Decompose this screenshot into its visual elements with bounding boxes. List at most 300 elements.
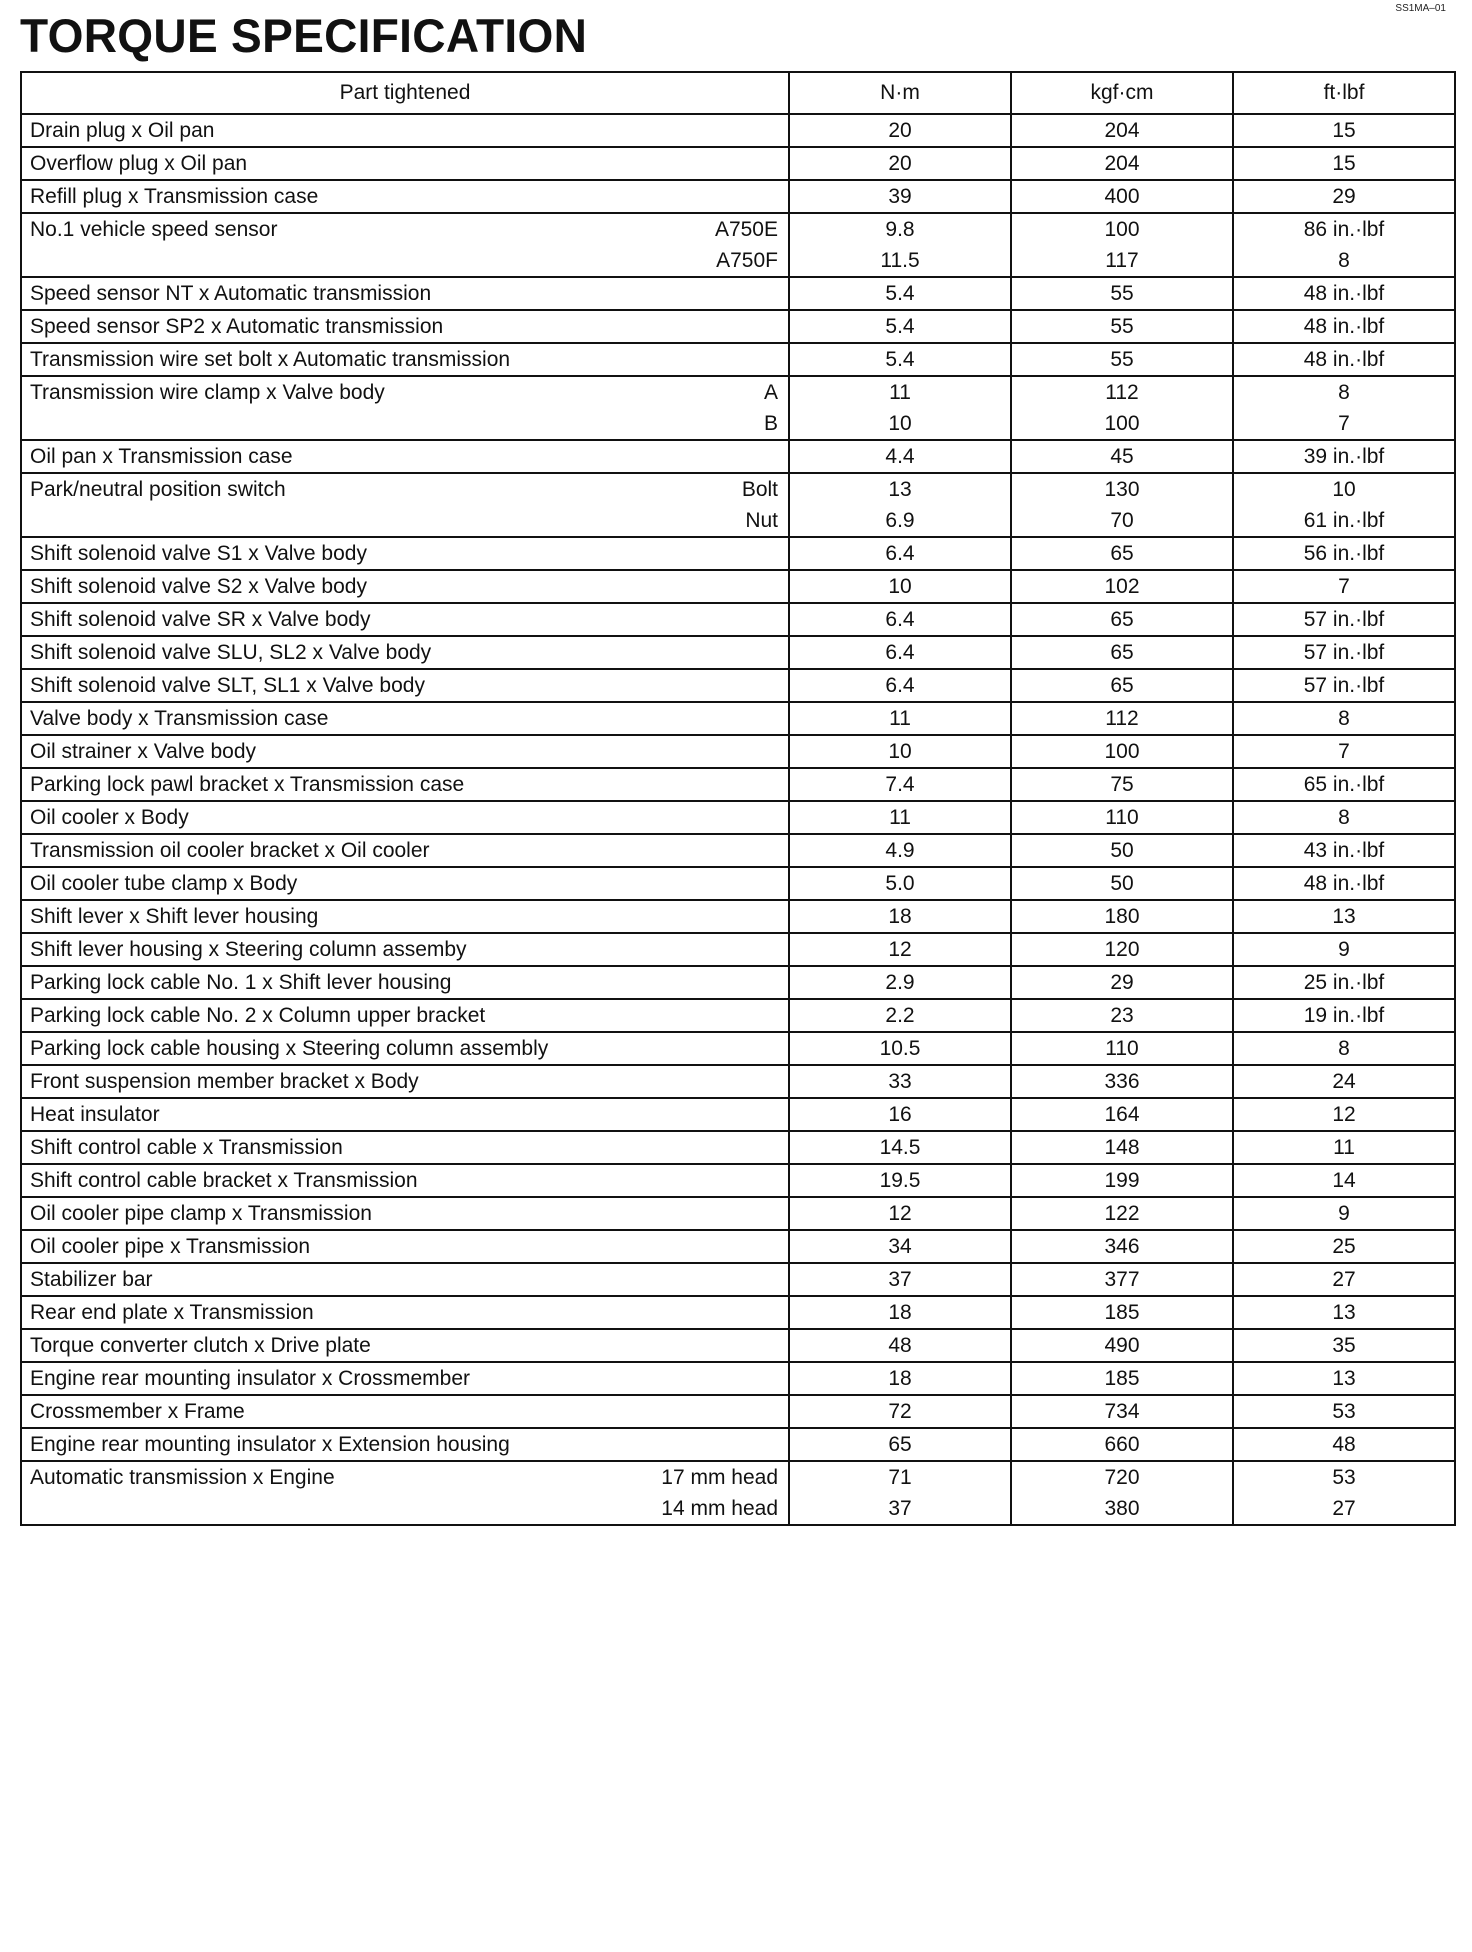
value-nm-cell xyxy=(789,1395,1011,1428)
value-ft-lbf: 8 xyxy=(1338,707,1350,730)
part-line xyxy=(22,1198,788,1229)
table-row xyxy=(21,801,1455,834)
value-kgf-cm-cell xyxy=(1011,473,1233,537)
value-nm: 11 xyxy=(889,806,911,829)
part-cell xyxy=(21,537,789,570)
value-nm: 5.0 xyxy=(885,872,915,895)
value-nm-cell xyxy=(789,180,1011,213)
value-ft-lbf: 86 in.·lbf xyxy=(1303,218,1385,241)
value-nm: 11 xyxy=(889,381,911,404)
page-title: TORQUE SPECIFICATION xyxy=(20,9,588,62)
part-cell xyxy=(21,147,789,180)
part-line xyxy=(22,278,788,309)
value-kgf-cm-cell xyxy=(1011,834,1233,867)
part-variant: 14 mm head xyxy=(661,1497,778,1520)
value-kgf-cm-cell xyxy=(1011,537,1233,570)
part-line xyxy=(22,1297,788,1328)
part-name: Shift solenoid valve SR x Valve body xyxy=(30,608,371,631)
value-nm-cell xyxy=(789,440,1011,473)
part-line xyxy=(22,637,788,668)
part-line xyxy=(22,441,788,472)
part-line xyxy=(22,736,788,767)
table-row xyxy=(21,343,1455,376)
value-ft-lbf-cell xyxy=(1233,310,1455,343)
value-ft-lbf-cell xyxy=(1233,1395,1455,1428)
value-ft-lbf: 29 xyxy=(1332,185,1356,208)
part-name: Stabilizer bar xyxy=(30,1268,153,1291)
value-ft-lbf: 12 xyxy=(1332,1103,1356,1126)
value-kgf-cm-cell xyxy=(1011,1164,1233,1197)
value-kgf-cm: 336 xyxy=(1104,1070,1140,1093)
value-kgf-cm: 204 xyxy=(1104,152,1140,175)
table-row xyxy=(21,1329,1455,1362)
value-nm-cell xyxy=(789,277,1011,310)
value-ft-lbf: 53 xyxy=(1332,1466,1356,1489)
part-name: Drain plug x Oil pan xyxy=(30,119,215,142)
header-ft-lbf: ft·lbf xyxy=(1233,72,1455,114)
value-nm-cell xyxy=(789,1329,1011,1362)
value-ft-lbf-cell xyxy=(1233,570,1455,603)
value-kgf-cm: 185 xyxy=(1104,1301,1140,1324)
value-kgf-cm-cell xyxy=(1011,277,1233,310)
part-line xyxy=(22,670,788,701)
part-cell xyxy=(21,801,789,834)
part-line xyxy=(22,835,788,866)
table-row xyxy=(21,147,1455,180)
table-row xyxy=(21,1197,1455,1230)
value-ft-lbf-cell xyxy=(1233,636,1455,669)
part-cell xyxy=(21,1329,789,1362)
part-line xyxy=(22,538,788,569)
value-nm-cell xyxy=(789,669,1011,702)
value-nm: 20 xyxy=(888,119,912,142)
table-row xyxy=(21,966,1455,999)
table-row xyxy=(21,867,1455,900)
value-nm-cell xyxy=(789,473,1011,537)
value-ft-lbf: 19 in.·lbf xyxy=(1303,1004,1385,1027)
value-kgf-cm-cell xyxy=(1011,768,1233,801)
value-nm-cell xyxy=(789,1197,1011,1230)
value-ft-lbf-cell xyxy=(1233,1263,1455,1296)
value-kgf-cm-cell xyxy=(1011,1230,1233,1263)
value-nm-cell xyxy=(789,1230,1011,1263)
torque-spec-table xyxy=(20,71,1456,1526)
value-nm: 13 xyxy=(888,478,912,501)
part-cell xyxy=(21,310,789,343)
value-nm-cell xyxy=(789,834,1011,867)
part-cell xyxy=(21,114,789,147)
value-kgf-cm: 720 xyxy=(1104,1466,1140,1489)
value-nm-cell xyxy=(789,310,1011,343)
value-ft-lbf-cell xyxy=(1233,180,1455,213)
value-nm: 6.4 xyxy=(885,542,915,565)
part-name: Valve body x Transmission case xyxy=(30,707,329,730)
value-kgf-cm-cell xyxy=(1011,1131,1233,1164)
part-cell xyxy=(21,1032,789,1065)
table-row xyxy=(21,834,1455,867)
value-ft-lbf: 53 xyxy=(1332,1400,1356,1423)
value-kgf-cm: 120 xyxy=(1104,938,1140,961)
part-cell xyxy=(21,213,789,277)
value-kgf-cm-cell xyxy=(1011,603,1233,636)
value-nm: 10 xyxy=(888,412,912,435)
part-name: Speed sensor NT x Automatic transmission xyxy=(30,282,432,305)
part-name: Shift solenoid valve SLT, SL1 x Valve body xyxy=(30,674,425,697)
part-name: Parking lock pawl bracket x Transmission case xyxy=(30,773,465,796)
table-row xyxy=(21,1032,1455,1065)
value-nm: 37 xyxy=(888,1268,912,1291)
value-kgf-cm-cell xyxy=(1011,114,1233,147)
part-name: Shift solenoid valve S2 x Valve body xyxy=(30,575,367,598)
value-kgf-cm: 50 xyxy=(1110,839,1134,862)
part-line xyxy=(22,245,788,276)
part-line xyxy=(22,1363,788,1394)
value-ft-lbf-cell xyxy=(1233,1065,1455,1098)
value-ft-lbf: 57 in.·lbf xyxy=(1303,608,1385,631)
value-kgf-cm: 346 xyxy=(1104,1235,1140,1258)
value-nm-cell xyxy=(789,1032,1011,1065)
value-kgf-cm-cell xyxy=(1011,180,1233,213)
value-kgf-cm: 110 xyxy=(1105,1037,1139,1060)
value-ft-lbf-cell xyxy=(1233,603,1455,636)
part-line xyxy=(22,408,788,439)
value-ft-lbf: 48 in.·lbf xyxy=(1303,872,1385,895)
value-kgf-cm-cell xyxy=(1011,999,1233,1032)
value-nm: 34 xyxy=(888,1235,912,1258)
value-nm-cell xyxy=(789,735,1011,768)
value-ft-lbf-cell xyxy=(1233,1461,1455,1525)
value-nm: 10 xyxy=(888,740,912,763)
part-name: Shift solenoid valve SLU, SL2 x Valve body xyxy=(30,641,432,664)
part-line xyxy=(22,1132,788,1163)
value-nm-cell xyxy=(789,1098,1011,1131)
value-ft-lbf-cell xyxy=(1233,735,1455,768)
table-row xyxy=(21,900,1455,933)
value-kgf-cm-cell xyxy=(1011,1329,1233,1362)
value-kgf-cm: 65 xyxy=(1110,608,1134,631)
document-code: SS1MA–01 xyxy=(1395,3,1446,14)
part-cell xyxy=(21,180,789,213)
value-nm: 33 xyxy=(888,1070,912,1093)
part-name: Park/neutral position switch xyxy=(30,478,286,501)
value-kgf-cm-cell xyxy=(1011,801,1233,834)
value-nm: 9.8 xyxy=(885,218,915,241)
value-ft-lbf-cell xyxy=(1233,1230,1455,1263)
part-cell xyxy=(21,1461,789,1525)
value-ft-lbf-cell xyxy=(1233,966,1455,999)
part-name: Oil pan x Transmission case xyxy=(30,445,293,468)
value-kgf-cm: 734 xyxy=(1104,1400,1140,1423)
value-ft-lbf: 57 in.·lbf xyxy=(1303,641,1385,664)
table-row xyxy=(21,768,1455,801)
part-line xyxy=(22,474,788,505)
value-ft-lbf-cell xyxy=(1233,834,1455,867)
value-kgf-cm-cell xyxy=(1011,867,1233,900)
table-row xyxy=(21,636,1455,669)
part-line xyxy=(22,344,788,375)
value-kgf-cm-cell xyxy=(1011,900,1233,933)
table-row xyxy=(21,735,1455,768)
value-nm: 72 xyxy=(888,1400,912,1423)
value-kgf-cm-cell xyxy=(1011,1098,1233,1131)
value-kgf-cm-cell xyxy=(1011,440,1233,473)
value-ft-lbf-cell xyxy=(1233,801,1455,834)
value-ft-lbf-cell xyxy=(1233,147,1455,180)
part-name: Automatic transmission x Engine xyxy=(30,1466,335,1489)
value-nm: 6.4 xyxy=(885,674,915,697)
table-body xyxy=(21,114,1455,1525)
table-row xyxy=(21,1065,1455,1098)
value-ft-lbf: 7 xyxy=(1338,740,1350,763)
part-line xyxy=(22,868,788,899)
value-kgf-cm-cell xyxy=(1011,310,1233,343)
value-ft-lbf: 13 xyxy=(1332,905,1356,928)
part-name: Front suspension member bracket x Body xyxy=(30,1070,419,1093)
value-nm-cell xyxy=(789,636,1011,669)
value-ft-lbf: 48 in.·lbf xyxy=(1303,348,1385,371)
part-cell xyxy=(21,1263,789,1296)
value-kgf-cm-cell xyxy=(1011,1032,1233,1065)
value-nm: 6.4 xyxy=(885,608,915,631)
value-ft-lbf: 8 xyxy=(1338,1037,1350,1060)
value-ft-lbf-cell xyxy=(1233,1032,1455,1065)
table-header-row xyxy=(21,72,1455,114)
value-nm: 18 xyxy=(888,1301,912,1324)
part-name: Oil cooler pipe x Transmission xyxy=(30,1235,311,1258)
value-kgf-cm: 50 xyxy=(1110,872,1134,895)
part-line xyxy=(22,1099,788,1130)
part-line xyxy=(22,1330,788,1361)
table-row xyxy=(21,310,1455,343)
value-kgf-cm: 490 xyxy=(1104,1334,1140,1357)
value-nm: 6.4 xyxy=(885,641,915,664)
value-nm-cell xyxy=(789,801,1011,834)
value-nm: 12 xyxy=(888,938,912,961)
table-row xyxy=(21,114,1455,147)
value-ft-lbf-cell xyxy=(1233,1329,1455,1362)
part-name: Transmission oil cooler bracket x Oil cooler xyxy=(30,839,430,862)
part-name: Shift lever x Shift lever housing xyxy=(30,905,319,928)
part-name: Oil cooler tube clamp x Body xyxy=(30,872,298,895)
table-row xyxy=(21,1296,1455,1329)
table-row xyxy=(21,603,1455,636)
part-line xyxy=(22,1493,788,1524)
part-variant: A750E xyxy=(714,218,778,241)
value-ft-lbf: 27 xyxy=(1332,1497,1356,1520)
table-row xyxy=(21,669,1455,702)
value-kgf-cm: 122 xyxy=(1104,1202,1140,1225)
value-nm: 2.9 xyxy=(885,971,915,994)
table-row xyxy=(21,277,1455,310)
value-nm-cell xyxy=(789,1428,1011,1461)
value-ft-lbf: 15 xyxy=(1332,152,1356,175)
value-nm-cell xyxy=(789,603,1011,636)
value-ft-lbf: 13 xyxy=(1332,1367,1356,1390)
value-kgf-cm: 112 xyxy=(1105,707,1139,730)
part-cell xyxy=(21,343,789,376)
part-name: Engine rear mounting insulator x Crossmember xyxy=(30,1367,471,1390)
value-kgf-cm-cell xyxy=(1011,1263,1233,1296)
value-ft-lbf: 48 in.·lbf xyxy=(1303,315,1385,338)
part-name: Oil cooler pipe clamp x Transmission xyxy=(30,1202,372,1225)
part-name: Refill plug x Transmission case xyxy=(30,185,319,208)
value-kgf-cm: 380 xyxy=(1104,1497,1140,1520)
value-kgf-cm: 164 xyxy=(1104,1103,1140,1126)
value-ft-lbf: 48 in.·lbf xyxy=(1303,282,1385,305)
table-row xyxy=(21,180,1455,213)
value-ft-lbf-cell xyxy=(1233,768,1455,801)
part-line xyxy=(22,115,788,146)
part-variant: A xyxy=(763,381,778,404)
part-name: Transmission wire clamp x Valve body xyxy=(30,381,385,404)
value-kgf-cm: 148 xyxy=(1104,1136,1140,1159)
value-nm-cell xyxy=(789,537,1011,570)
part-line xyxy=(22,1462,788,1493)
value-nm: 37 xyxy=(888,1497,912,1520)
value-ft-lbf: 48 xyxy=(1332,1433,1356,1456)
value-ft-lbf-cell xyxy=(1233,1098,1455,1131)
part-name: Shift lever housing x Steering column assemby xyxy=(30,938,467,961)
value-kgf-cm-cell xyxy=(1011,702,1233,735)
value-kgf-cm: 199 xyxy=(1104,1169,1140,1192)
value-kgf-cm: 185 xyxy=(1104,1367,1140,1390)
part-line xyxy=(22,571,788,602)
value-kgf-cm-cell xyxy=(1011,669,1233,702)
value-kgf-cm: 55 xyxy=(1110,282,1134,305)
value-nm-cell xyxy=(789,933,1011,966)
value-nm-cell xyxy=(789,213,1011,277)
value-nm-cell xyxy=(789,570,1011,603)
value-ft-lbf: 65 in.·lbf xyxy=(1303,773,1385,796)
part-cell xyxy=(21,1395,789,1428)
value-kgf-cm-cell xyxy=(1011,966,1233,999)
value-nm: 48 xyxy=(888,1334,912,1357)
value-nm: 65 xyxy=(888,1433,912,1456)
table-row xyxy=(21,933,1455,966)
value-ft-lbf: 27 xyxy=(1332,1268,1356,1291)
part-line xyxy=(22,1000,788,1031)
value-kgf-cm: 45 xyxy=(1110,445,1134,468)
part-line xyxy=(22,769,788,800)
value-nm-cell xyxy=(789,343,1011,376)
value-kgf-cm: 65 xyxy=(1110,641,1134,664)
part-cell xyxy=(21,376,789,440)
value-nm-cell xyxy=(789,1461,1011,1525)
part-name: Parking lock cable No. 1 x Shift lever housing xyxy=(30,971,452,994)
part-line xyxy=(22,1429,788,1460)
part-name: Oil cooler x Body xyxy=(30,806,189,829)
value-nm-cell xyxy=(789,900,1011,933)
value-ft-lbf-cell xyxy=(1233,537,1455,570)
part-line xyxy=(22,377,788,408)
value-kgf-cm-cell xyxy=(1011,213,1233,277)
part-cell xyxy=(21,1131,789,1164)
value-ft-lbf-cell xyxy=(1233,1362,1455,1395)
value-kgf-cm-cell xyxy=(1011,376,1233,440)
value-nm: 4.9 xyxy=(885,839,915,862)
value-nm: 4.4 xyxy=(885,445,915,468)
value-nm: 71 xyxy=(888,1466,912,1489)
value-kgf-cm: 100 xyxy=(1104,218,1140,241)
part-cell xyxy=(21,966,789,999)
value-nm-cell xyxy=(789,1296,1011,1329)
part-cell xyxy=(21,603,789,636)
part-line xyxy=(22,1264,788,1295)
part-cell xyxy=(21,900,789,933)
part-line xyxy=(22,1165,788,1196)
value-ft-lbf: 61 in.·lbf xyxy=(1303,509,1385,532)
value-ft-lbf: 24 xyxy=(1332,1070,1356,1093)
value-ft-lbf-cell xyxy=(1233,343,1455,376)
value-ft-lbf: 14 xyxy=(1332,1169,1356,1192)
table-row xyxy=(21,376,1455,440)
value-ft-lbf-cell xyxy=(1233,473,1455,537)
part-name: Overflow plug x Oil pan xyxy=(30,152,248,175)
table-row xyxy=(21,440,1455,473)
part-cell xyxy=(21,570,789,603)
part-cell xyxy=(21,1164,789,1197)
value-ft-lbf: 39 in.·lbf xyxy=(1303,445,1385,468)
value-ft-lbf-cell xyxy=(1233,1164,1455,1197)
value-kgf-cm: 55 xyxy=(1110,348,1134,371)
table-row xyxy=(21,1230,1455,1263)
table-row xyxy=(21,1098,1455,1131)
value-nm: 19.5 xyxy=(879,1169,921,1192)
part-line xyxy=(22,802,788,833)
value-ft-lbf: 8 xyxy=(1338,249,1350,272)
value-kgf-cm: 117 xyxy=(1105,249,1139,272)
part-line xyxy=(22,1066,788,1097)
value-kgf-cm: 102 xyxy=(1104,575,1140,598)
value-ft-lbf: 9 xyxy=(1338,938,1350,961)
part-variant: A750F xyxy=(716,249,778,272)
part-cell xyxy=(21,1065,789,1098)
value-nm: 39 xyxy=(888,185,912,208)
value-nm: 20 xyxy=(888,152,912,175)
value-kgf-cm: 377 xyxy=(1104,1268,1140,1291)
part-cell xyxy=(21,768,789,801)
table-row xyxy=(21,702,1455,735)
table-row xyxy=(21,1131,1455,1164)
value-kgf-cm: 75 xyxy=(1110,773,1134,796)
part-cell xyxy=(21,735,789,768)
value-ft-lbf: 9 xyxy=(1338,1202,1350,1225)
value-kgf-cm: 110 xyxy=(1105,806,1139,829)
part-line xyxy=(22,505,788,536)
value-ft-lbf: 25 xyxy=(1332,1235,1356,1258)
value-ft-lbf-cell xyxy=(1233,900,1455,933)
part-cell xyxy=(21,933,789,966)
value-ft-lbf: 25 in.·lbf xyxy=(1303,971,1385,994)
value-kgf-cm-cell xyxy=(1011,1362,1233,1395)
value-kgf-cm: 100 xyxy=(1104,412,1140,435)
value-nm: 5.4 xyxy=(885,348,915,371)
value-ft-lbf: 15 xyxy=(1332,119,1356,142)
value-nm: 10 xyxy=(888,575,912,598)
part-name: Crossmember x Frame xyxy=(30,1400,245,1423)
part-cell xyxy=(21,1362,789,1395)
value-kgf-cm: 100 xyxy=(1104,740,1140,763)
value-ft-lbf: 8 xyxy=(1338,806,1350,829)
value-nm-cell xyxy=(789,999,1011,1032)
part-variant: B xyxy=(763,412,778,435)
part-line xyxy=(22,181,788,212)
part-line xyxy=(22,1231,788,1262)
value-nm: 14.5 xyxy=(879,1136,921,1159)
part-variant: Nut xyxy=(745,509,778,532)
value-nm-cell xyxy=(789,1164,1011,1197)
header-kgf-cm: kgf·cm xyxy=(1011,72,1233,114)
